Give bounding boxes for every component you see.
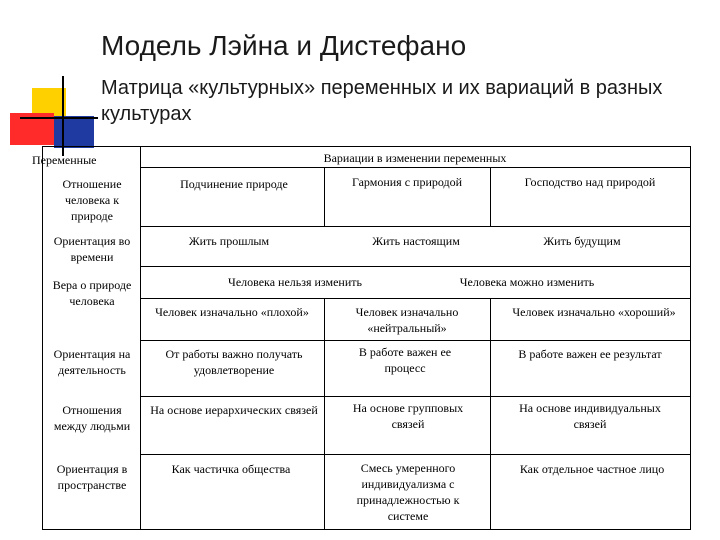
header-variations: Вариации в изменении переменных [323,151,507,165]
row-variable-label: Отношение человека к природе [62,177,122,223]
row-value-cell: Жить прошлым [188,234,270,248]
row-value-cell: В работе важен ее результат [518,347,662,361]
row-value-cell: Смесь умеренного индивидуализма с принадлежностью к системе [356,461,460,523]
row-variable-label: Ориентация на деятельность [53,347,131,377]
table-right-border [690,146,691,530]
row-value-cell: На основе иерархических связей [150,403,318,417]
row-variable-label: Отношения между людьми [53,403,131,433]
column-divider [324,298,325,530]
row-value-cell: На основе индивидуальных связей [519,401,661,431]
row-variable-label: Ориентация в пространстве [56,462,128,492]
row-divider [140,266,691,267]
row-value-cell: На основе групповых связей [352,401,464,431]
row-divider [140,454,691,455]
table-left-border [42,146,43,530]
row-value-cell: Жить настоящим [372,234,460,248]
row-variable-label: Вера о природе человека [52,278,132,308]
row-divider [140,298,691,299]
variables-column-divider [140,146,141,530]
row-value-cell: Как отдельное частное лицо [519,462,665,476]
decor-horizontal-line [20,117,98,119]
row-value-cell: Как частичка общества [171,462,291,476]
row-value-cell: Человек изначально «хороший» [512,305,676,319]
row-group-label: Человека нельзя изменить [228,275,362,289]
row-value-cell: Гармония с природой [351,175,463,189]
table-header-rule [140,167,691,168]
column-divider [490,167,491,226]
page-subtitle: Матрица «культурных» переменных и их вариаций в разных культурах [101,77,663,125]
row-value-cell: Человек изначально «плохой» [155,305,309,319]
row-value-cell: От работы важно получать удовлетворение [165,347,303,377]
row-value-cell: Жить будущим [543,234,621,248]
row-value-cell: Подчинение природе [180,177,288,191]
row-divider [140,396,691,397]
header-variables: Переменные [32,153,97,167]
column-divider [490,298,491,530]
row-value-cell: В работе важен ее процесс [358,345,452,375]
decor-vertical-line [62,76,64,156]
row-group-label: Человека можно изменить [459,275,595,289]
row-value-cell: Человек изначально «нейтральный» [355,305,459,335]
row-divider [140,226,691,227]
row-divider [140,340,691,341]
row-variable-label: Ориентация во времени [53,234,131,264]
decor-blue-square [54,116,94,148]
page-title: Модель Лэйна и Дистефано [101,30,467,61]
row-value-cell: Господство над природой [524,175,656,189]
column-divider [324,167,325,226]
